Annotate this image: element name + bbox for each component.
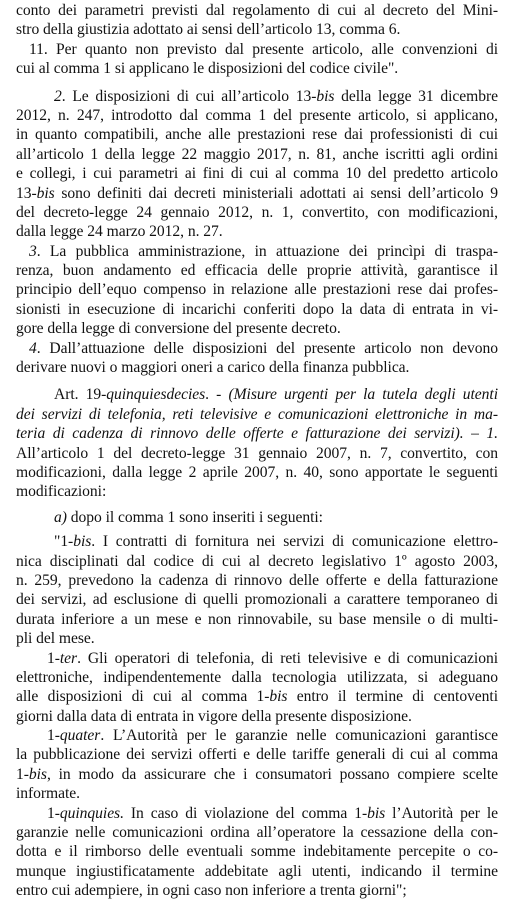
text-segment: renza, buon andamento ed efficacia delle proprie attività, garantisce il bbox=[16, 262, 498, 280]
italic-text-segment: quater bbox=[59, 727, 101, 745]
text-line bbox=[16, 842, 498, 861]
italic-text-segment: bis bbox=[73, 533, 92, 551]
text-segment: Art. 19- bbox=[54, 386, 107, 404]
text-line bbox=[16, 590, 498, 609]
italic-text-segment: dei servizi di telefonia, reti televisive e comunicazioni elettroniche in ma- bbox=[16, 405, 498, 423]
italic-text-segment: (Misure urgenti per la tutela degli utenti bbox=[228, 386, 498, 404]
text-segment: munque ingiustificatamente addebitate agli utenti, indicando il termine bbox=[16, 862, 498, 880]
italic-text-segment: 4 bbox=[29, 339, 37, 357]
text-line bbox=[16, 385, 498, 404]
italic-text-segment: quinquies. bbox=[59, 804, 124, 822]
text-segment: sionisti in esecuzione di incarichi conferiti dopo la data di entrata in vi- bbox=[16, 300, 498, 318]
italic-text-segment: a) bbox=[54, 508, 67, 526]
text-segment: gore della legge di conversione del presente decreto. bbox=[16, 320, 341, 338]
text-line bbox=[16, 242, 498, 261]
text-line bbox=[16, 59, 498, 78]
text-line bbox=[16, 571, 498, 590]
text-segment: 13- bbox=[16, 184, 37, 202]
text-segment: , in modo da assicurare che i consumatori possano compiere scelte bbox=[46, 765, 498, 783]
text-line bbox=[16, 261, 498, 280]
text-segment: l’Autorità per le bbox=[385, 804, 498, 822]
text-segment: durata inferiore a un mese e non rinnovabile, su base mensile o di multi- bbox=[16, 610, 498, 628]
text-line bbox=[16, 745, 498, 764]
text-line bbox=[16, 726, 498, 745]
text-line bbox=[16, 106, 498, 125]
text-line bbox=[16, 629, 498, 648]
text-line bbox=[16, 358, 498, 377]
text-line bbox=[16, 552, 498, 571]
text-segment: "1- bbox=[54, 533, 74, 551]
text-segment: In caso di violazione del comma 1- bbox=[123, 804, 368, 822]
text-segment: dei servizi, ad esclusione di quelli promozionali a carattere temporaneo di bbox=[16, 591, 498, 609]
text-line bbox=[16, 610, 498, 629]
text-segment: . L’Autorità per le garanzie nelle comunicazioni garantisce bbox=[100, 727, 498, 745]
text-line bbox=[16, 532, 498, 551]
text-segment: all’articolo 1 della legge 22 maggio 2017, n. 81, anche iscritti agli ordini bbox=[16, 145, 498, 163]
text-segment: dopo il comma 1 sono inseriti i seguenti: bbox=[66, 508, 323, 526]
italic-text-segment: bis bbox=[28, 765, 47, 783]
text-line bbox=[16, 145, 498, 164]
text-line bbox=[16, 444, 498, 463]
text-segment: 1- bbox=[16, 765, 29, 783]
text-line bbox=[16, 424, 498, 443]
text-segment: della legge 31 dicembre bbox=[334, 87, 498, 105]
text-line bbox=[16, 87, 498, 106]
text-segment: conto dei parametri previsti dal regolamento di cui al decreto del Mini- bbox=[16, 2, 498, 19]
italic-text-segment: bis bbox=[367, 804, 386, 822]
italic-text-segment: 3 bbox=[29, 242, 37, 260]
text-line bbox=[16, 707, 498, 726]
text-line bbox=[16, 649, 498, 668]
document-body bbox=[16, 1, 498, 901]
text-segment: informate. bbox=[16, 785, 81, 803]
text-segment: 1- bbox=[47, 649, 60, 667]
text-segment: in quanto compatibili, anche alle prestazioni rese dai professionisti di cui bbox=[16, 126, 498, 144]
text-line bbox=[16, 804, 498, 823]
text-segment: entro il termine di centoventi bbox=[287, 688, 498, 706]
text-segment: 1- bbox=[47, 804, 60, 822]
text-segment: stro della giustizia adottato ai sensi dell’articolo 13, comma 6. bbox=[16, 21, 401, 39]
text-segment: All’articolo 1 del decreto-legge 31 gennaio 2007, n. 7, convertito, con bbox=[16, 444, 498, 462]
text-line bbox=[16, 765, 498, 784]
text-segment: modificazioni, dalla legge 2 aprile 2007, n. 40, sono apportate le seguenti bbox=[16, 463, 498, 481]
text-line bbox=[16, 319, 498, 338]
text-segment: . Le disposizioni di cui all’articolo 13- bbox=[61, 87, 317, 105]
text-line bbox=[16, 668, 498, 687]
text-line bbox=[16, 300, 498, 319]
text-segment: . Dall’attuazione delle disposizioni del presente articolo non devono bbox=[36, 339, 498, 357]
text-segment: e collegi, i cui parametri ai fini di cui al comma 10 del predetto articolo bbox=[16, 165, 498, 183]
italic-text-segment: quinquiesdecies bbox=[106, 386, 206, 404]
text-line bbox=[16, 687, 498, 706]
text-segment: . I contratti di fornitura nei servizi di comunicazione elettro- bbox=[91, 533, 498, 551]
text-line bbox=[16, 482, 498, 501]
text-line bbox=[16, 280, 498, 299]
text-segment: . - bbox=[205, 386, 229, 404]
text-line bbox=[16, 20, 498, 39]
text-segment: dalla legge 24 marzo 2012, n. 27. bbox=[16, 223, 223, 241]
text-segment: sono definiti dai decreti ministeriali adottati ai sensi dell’articolo 9 bbox=[54, 184, 498, 202]
text-segment: alle disposizioni di cui al comma 1- bbox=[16, 688, 270, 706]
text-line bbox=[16, 40, 498, 59]
text-segment: del decreto-legge 24 gennaio 2012, n. 1, convertito, con modificazioni, bbox=[16, 203, 498, 221]
italic-text-segment: bis bbox=[269, 688, 288, 706]
text-segment: nica disciplinati dal codice di cui al decreto legislativo 1º agosto 2003, bbox=[16, 552, 498, 570]
text-segment: giorni dalla data di entrata in vigore della presente disposizione. bbox=[16, 707, 412, 725]
text-segment: n. 259, prevedono la cadenza di rinnovo delle offerte e della fatturazione bbox=[16, 571, 498, 589]
text-segment: elettroniche, indipendentemente dalla tecnologia utilizzata, si adeguano bbox=[16, 668, 498, 686]
italic-text-segment: ter bbox=[59, 649, 78, 667]
italic-text-segment: bis bbox=[316, 87, 335, 105]
text-segment: 1- bbox=[47, 727, 60, 745]
italic-text-segment: teria di cadenza di rinnovo delle offerte e fatturazione dei servizi). – 1. bbox=[16, 425, 498, 443]
text-segment: garanzie nelle comunicazioni ordina all’operatore la cessazione della con- bbox=[16, 824, 498, 842]
text-segment: entro cui adempiere, in ogni caso non inferiore a trenta giorni"; bbox=[16, 882, 407, 900]
text-segment: cui al comma 1 si applicano le disposizioni del codice civile". bbox=[16, 60, 399, 78]
text-line bbox=[16, 222, 498, 241]
text-line bbox=[16, 784, 498, 803]
italic-text-segment: 2 bbox=[54, 87, 62, 105]
text-line bbox=[16, 125, 498, 144]
text-line bbox=[16, 862, 498, 881]
text-segment: . Gli operatori di telefonia, di reti televisive e di comunicazioni bbox=[77, 649, 498, 667]
text-line bbox=[16, 339, 498, 358]
text-segment: modificazioni: bbox=[16, 483, 107, 501]
paragraph-gap bbox=[16, 377, 498, 385]
text-segment: la pubblicazione dei servizi offerti e delle tariffe generali di cui al comma bbox=[16, 746, 498, 764]
text-line bbox=[16, 463, 498, 482]
text-segment: dotta e il rimborso delle eventuali somme indebitamente percepite o co- bbox=[16, 843, 498, 861]
text-segment: 11. Per quanto non previsto dal presente articolo, alle convenzioni di bbox=[29, 40, 498, 58]
text-segment: principio dell’equo compenso in relazione alle prestazioni rese dai profes- bbox=[16, 281, 498, 299]
text-line bbox=[16, 405, 498, 424]
text-segment: 2012, n. 247, introdotto dal comma 1 del presente articolo, si applicano, bbox=[16, 106, 498, 124]
text-line bbox=[16, 184, 498, 203]
text-line bbox=[16, 203, 498, 222]
italic-text-segment: bis bbox=[36, 184, 55, 202]
text-segment: . La pubblica amministrazione, in attuazione dei princìpi di traspa- bbox=[36, 242, 498, 260]
text-segment: pli del mese. bbox=[16, 630, 95, 648]
text-line bbox=[16, 508, 498, 527]
text-line bbox=[16, 823, 498, 842]
text-line bbox=[16, 1, 498, 20]
text-line bbox=[16, 164, 498, 183]
text-segment: derivare nuovi o maggiori oneri a carico della finanza pubblica. bbox=[16, 359, 410, 377]
paragraph-gap bbox=[16, 79, 498, 87]
